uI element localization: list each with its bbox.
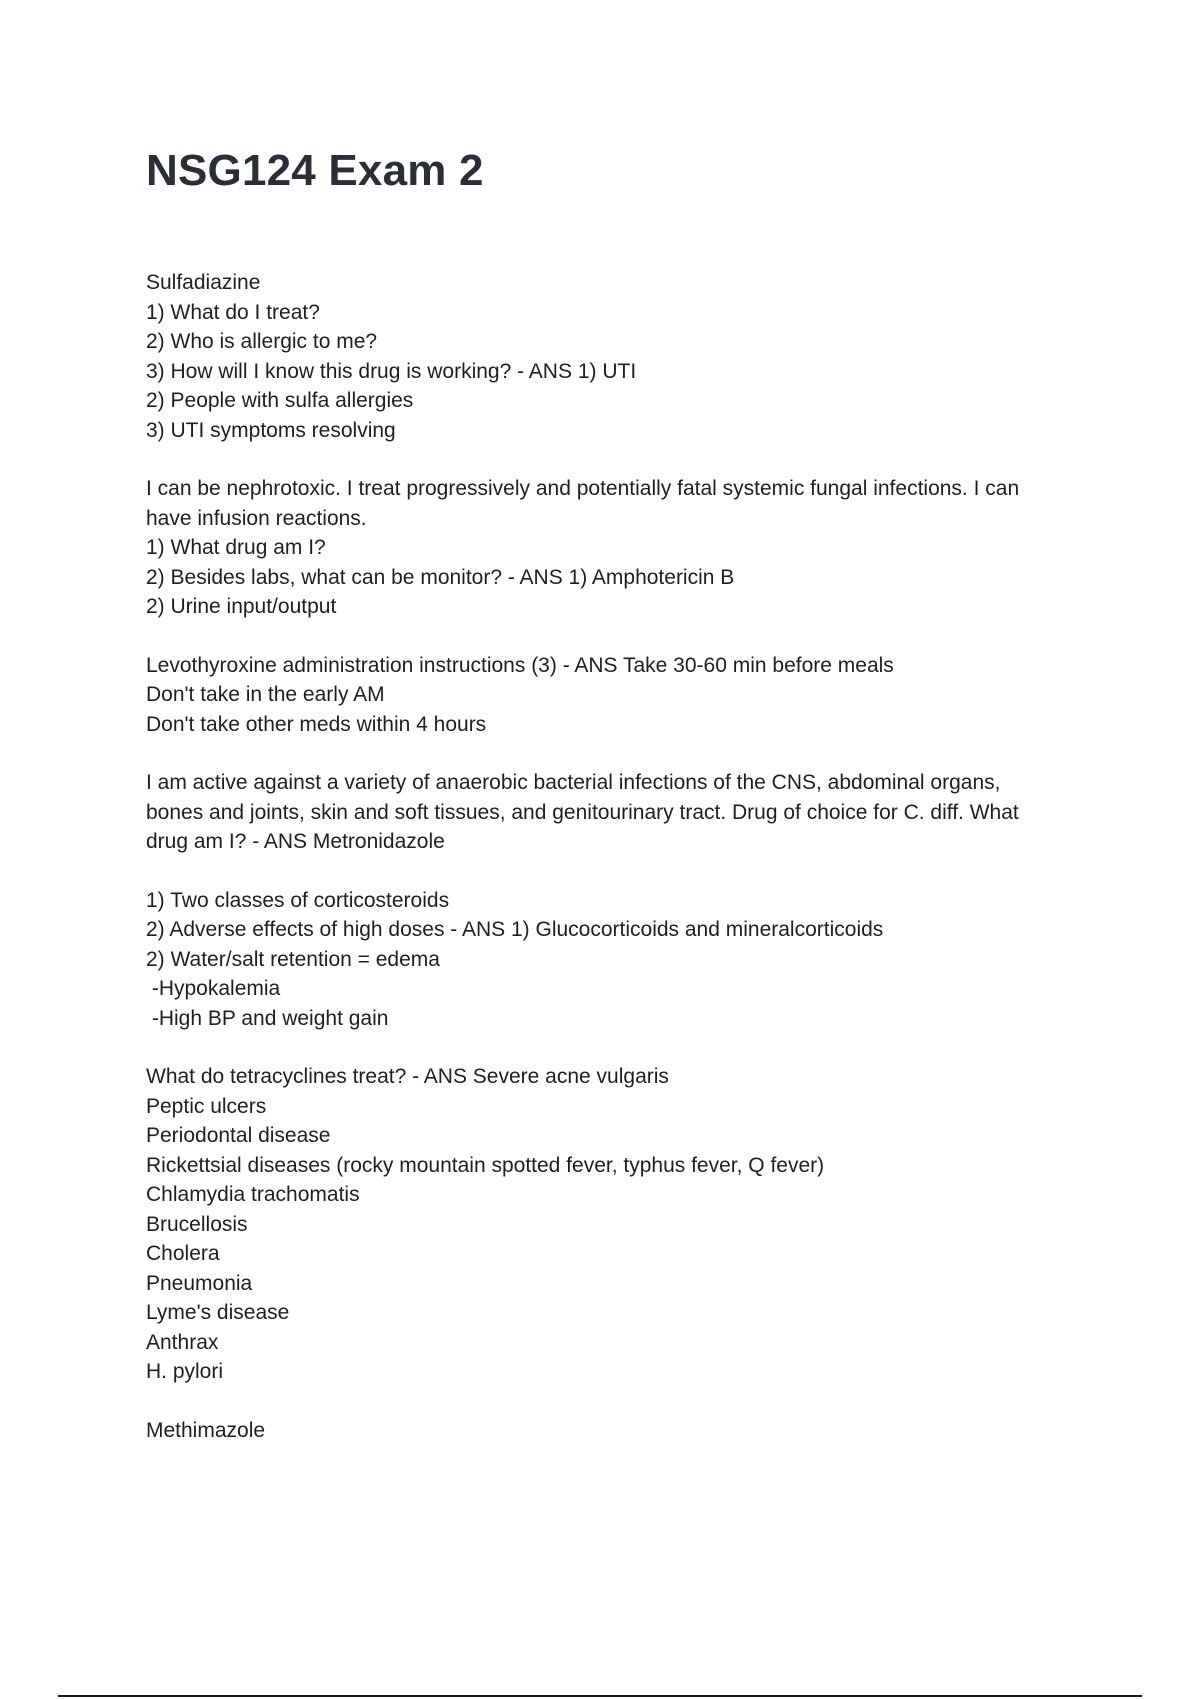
document-body [146,268,1086,1474]
text-line: H. pylori [146,1360,224,1383]
card-corticosteroids [146,886,1086,1034]
text-line: have infusion reactions. [146,506,367,530]
text-line: Brucellosis [146,1212,248,1236]
text-line: Don't take other meds within 4 hours [146,712,487,736]
text-line: 2) Water/salt retention = edema [146,947,440,971]
text-line: -High BP and weight gain [146,1006,389,1030]
text-line: 3) How will I know this drug is working? - ANS 1) UTI [146,359,637,383]
text-line: -Hypokalemia [146,977,281,1000]
card-amphotericin [146,474,1086,622]
text-line: drug am I? - ANS Metronidazole [146,830,445,853]
card-methimazole [146,1416,1086,1446]
text-line: Peptic ulcers [146,1094,267,1118]
text-line: 3) UTI symptoms resolving [146,418,396,442]
text-line: Rickettsial diseases (rocky mountain spotted fever, typhus fever, Q fever) [146,1153,825,1177]
page-title: NSG124 Exam 2 [146,146,484,195]
text-line: I am active against a variety of anaerobic bacterial infections of the CNS, abdominal organs, [146,771,1001,794]
text-line: Levothyroxine administration instructions (3) - ANS Take 30-60 min before meals [146,653,894,677]
text-line: Sulfadiazine [146,271,261,294]
text-line: Cholera [146,1242,220,1265]
card-metronidazole [146,768,1086,857]
card-levothyroxine [146,651,1086,740]
text-line: 2) Besides labs, what can be monitor? - ANS 1) Amphotericin B [146,565,735,589]
text-line: 2) Urine input/output [146,595,337,618]
text-line: I can be nephrotoxic. I treat progressively and potentially fatal systemic fungal infections. I can [146,477,1020,500]
text-line: What do tetracyclines treat? - ANS Severe acne vulgaris [146,1065,669,1088]
card-sulfadiazine [146,268,1086,445]
text-line: 2) People with sulfa allergies [146,389,414,412]
text-line: bones and joints, skin and soft tissues, and genitourinary tract. Drug of choice for C. diff. What [146,800,1019,824]
text-line: 1) What do I treat? [146,300,320,324]
card-tetracyclines [146,1062,1086,1387]
text-line: Pneumonia [146,1271,253,1295]
text-line: Anthrax [146,1330,219,1354]
text-line: 2) Adverse effects of high doses - ANS 1) Glucocorticoids and mineralcorticoids [146,918,884,941]
text-line: Methimazole [146,1418,266,1442]
text-line: Chlamydia trachomatis [146,1183,360,1206]
text-line: Periodontal disease [146,1124,331,1147]
text-line: 2) Who is allergic to me? [146,330,378,353]
text-line: Don't take in the early AM [146,683,385,706]
footer-divider [58,1695,1142,1697]
text-line: Lyme's disease [146,1301,290,1324]
text-line: 1) What drug am I? [146,536,326,559]
text-line: 1) Two classes of corticosteroids [146,888,450,912]
